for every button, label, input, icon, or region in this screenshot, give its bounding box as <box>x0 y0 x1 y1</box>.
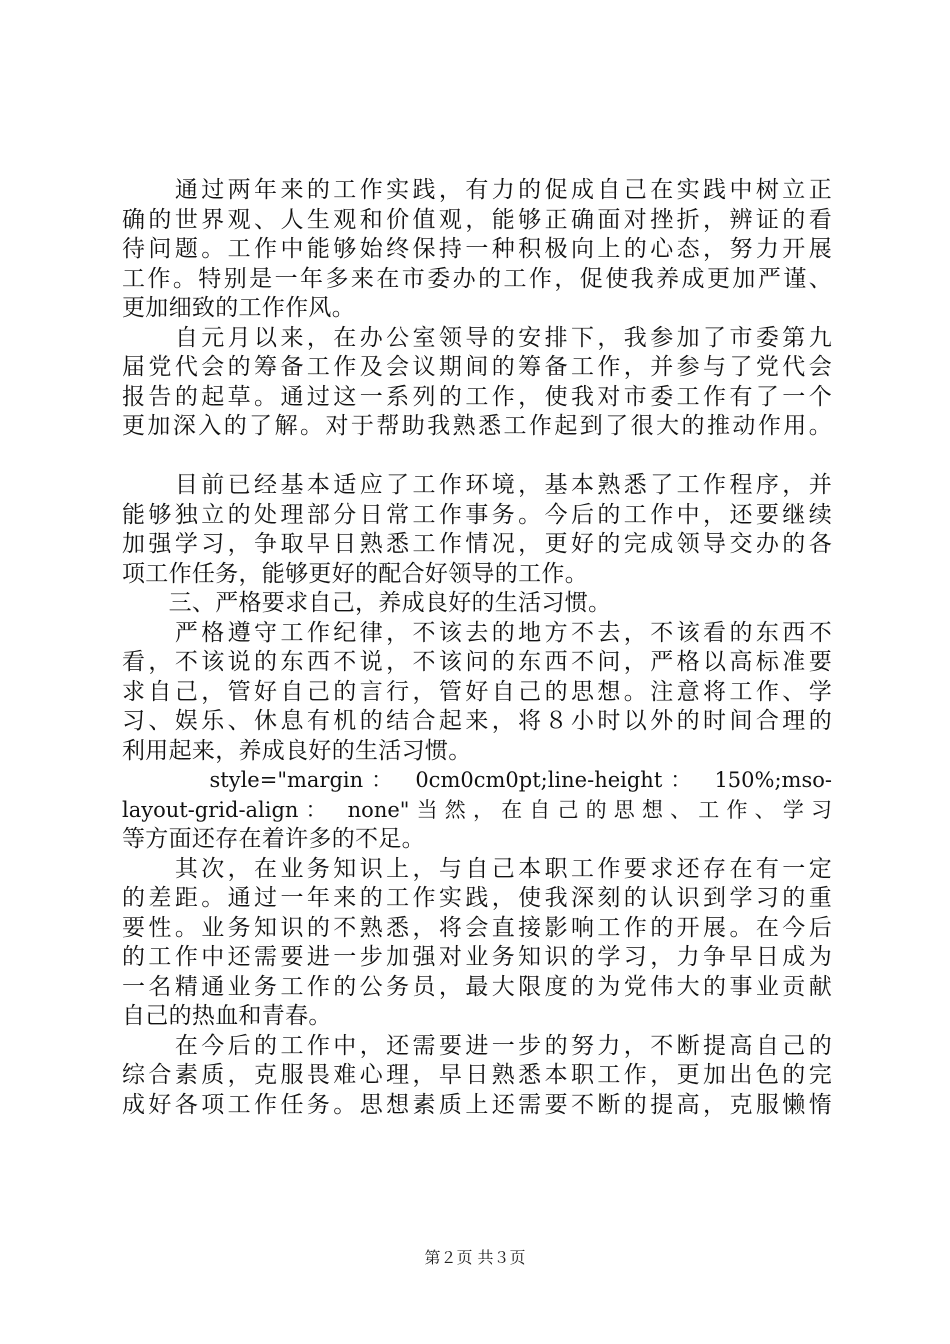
text-line: style="margin： 0cm0cm0pt;line-height： 150%;mso- <box>122 768 832 792</box>
text-line: 求自己，管好自己的言行，管好自己的思想。注意将工作、学 <box>122 678 832 705</box>
text-line: 能够独立的处理部分日常工作事务。今后的工作中，还要继续 <box>122 501 832 528</box>
text-line: 确的世界观、人生观和价值观，能够正确面对挫折，辨证的看 <box>122 206 832 233</box>
text-line: 一名精通业务工作的公务员，最大限度的为党伟大的事业贡献 <box>122 973 832 1000</box>
text-line: 成好各项工作任务。思想素质上还需要不断的提高，克服懒惰 <box>122 1091 832 1118</box>
text-line: 其次，在业务知识上，与自己本职工作要求还存在有一定 <box>122 855 832 882</box>
text-line: 加强学习，争取早日熟悉工作情况，更好的完成领导交办的各 <box>122 531 832 557</box>
text-line: 看，不该说的东西不说，不该问的东西不问，严格以高标准要 <box>122 649 832 675</box>
text-line: 自元月以来，在办公室领导的安排下，我参加了市委第九 <box>122 324 832 351</box>
text-line: 报告的起草。通过这一系列的工作，使我对市委工作有了一个 <box>122 383 832 410</box>
text-line: 的工作中还需要进一步加强对业务知识的学习，力争早日成为 <box>122 944 832 970</box>
text-line: 工作。特别是一年多来在市委办的工作，促使我养成更加严谨、 <box>122 265 832 292</box>
text-line: 届党代会的筹备工作及会议期间的筹备工作，并参与了党代会 <box>122 354 832 380</box>
section-heading: 三、严格要求自己，养成良好的生活习惯。 <box>122 590 612 616</box>
text-line: 在今后的工作中，还需要进一步的努力，不断提高自己的 <box>122 1032 832 1059</box>
text-line: 要性。业务知识的不熟悉，将会直接影响工作的开展。在今后 <box>122 914 832 941</box>
text-line: 目前已经基本适应了工作环境，基本熟悉了工作程序，并 <box>122 472 832 498</box>
text-line: 项工作任务，能够更好的配合好领导的工作。 <box>122 560 588 587</box>
text-line: 严格遵守工作纪律，不该去的地方不去，不该看的东西不 <box>122 619 832 646</box>
text-line: 等方面还存在着许多的不足。 <box>122 826 425 852</box>
text-line: 习、娱乐、休息有机的结合起来，将８小时以外的时间合理的 <box>122 708 832 734</box>
text-line: 综合素质，克服畏难心理，早日熟悉本职工作，更加出色的完 <box>122 1062 832 1088</box>
text-line: 通过两年来的工作实践，有力的促成自己在实践中树立正 <box>122 177 832 203</box>
document-body <box>122 176 832 1120</box>
text-line: 自己的热血和青春。 <box>122 1003 332 1029</box>
text-line: 的差距。通过一年来的工作实践，使我深刻的认识到学习的重 <box>122 885 832 911</box>
text-line: 更加深入的了解。对于帮助我熟悉工作起到了很大的推动作用。 <box>122 413 832 439</box>
text-line: 更加细致的工作作风。 <box>122 295 355 321</box>
text-line: 待问题。工作中能够始终保持一种积极向上的心态，努力开展 <box>122 236 832 262</box>
page-number-footer: 第２页 共３页 <box>424 1248 526 1267</box>
text-line: layout-grid-align： none"当然，在自己的思想、工作、学习 <box>122 797 832 822</box>
text-line: 利用起来，养成良好的生活习惯。 <box>122 737 472 764</box>
paragraph-gap <box>122 442 832 472</box>
